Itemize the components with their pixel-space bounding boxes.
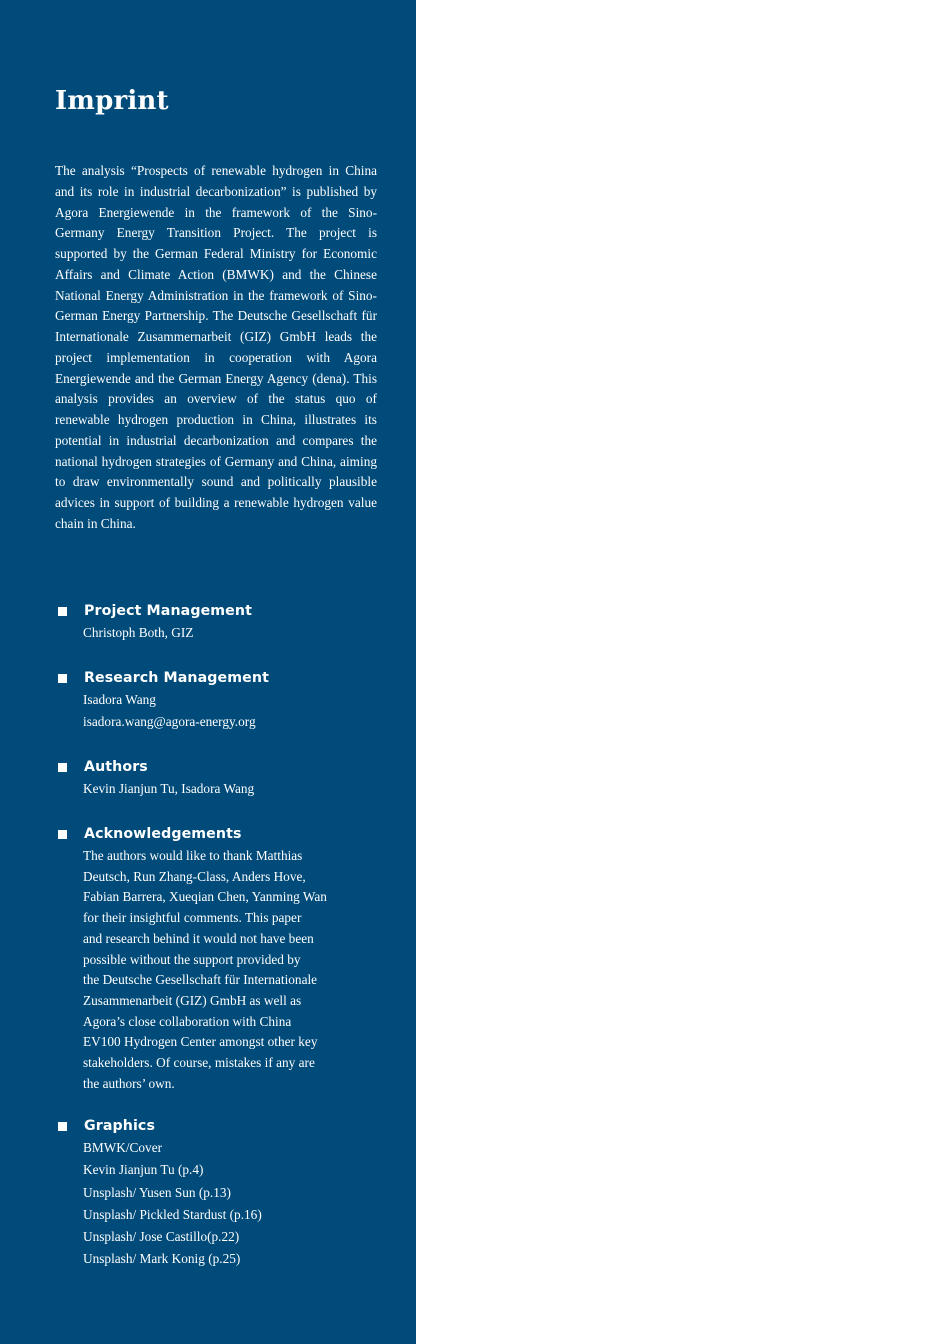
research-management-section (55, 667, 385, 734)
section-body (55, 778, 385, 800)
section-heading: Project Management (84, 603, 252, 619)
section-body (55, 689, 385, 734)
text-line: Fabian Barrera, Xueqian Chen, Yanming Wan (83, 889, 327, 905)
list-item: Isadora Wang (83, 692, 156, 707)
acknowledgements-text (55, 846, 373, 1094)
text-line: The authors would like to thank Matthias (83, 848, 303, 863)
text-line: Zusammenarbeit (GIZ) GmbH as well as (83, 992, 302, 1008)
text-line: the authors’ own. (83, 1075, 175, 1091)
text-line: stakeholders. Of course, mistakes if any are (83, 1055, 315, 1071)
list-item: Unsplash/ Jose Castillo(p.22) (83, 1229, 240, 1245)
list-item: Unsplash/ Mark Konig (p.25) (83, 1251, 241, 1267)
text-line: possible without the support provided by (83, 951, 301, 967)
square-bullet-icon (58, 674, 67, 683)
section-body (55, 1137, 385, 1271)
square-bullet-icon (58, 763, 67, 772)
text-line: the Deutsche Gesellschaft für Internationale (83, 972, 318, 988)
section-header (55, 823, 385, 845)
section-heading: Acknowledgements (84, 826, 242, 842)
section-heading: Research Management (84, 670, 269, 686)
imprint-panel (0, 0, 416, 1344)
list-item: Unsplash/ Pickled Stardust (p.16) (83, 1206, 262, 1222)
list-item: Unsplash/ Yusen Sun (p.13) (83, 1184, 231, 1200)
text-line: Deutsch, Run Zhang-Class, Anders Hove, (83, 868, 306, 884)
section-heading: Authors (84, 759, 148, 775)
section-header (55, 667, 385, 689)
text-line: for their insightful comments. This paper (83, 910, 302, 926)
email-text: isadora.wang@agora-energy.org (83, 714, 256, 730)
square-bullet-icon (58, 607, 67, 616)
text-line: and research behind it would not have been (83, 930, 314, 946)
section-header (55, 756, 385, 778)
list-item: BMWK/Cover (83, 1140, 163, 1155)
text-line: EV100 Hydrogen Center amongst other key (83, 1034, 318, 1050)
page-title: Imprint (55, 86, 169, 116)
acknowledgements-section (55, 823, 385, 1094)
section-header (55, 600, 385, 622)
square-bullet-icon (58, 830, 67, 839)
intro-paragraph: The analysis “Prospects of renewable hydrogen in China and its role in industrial decarbonization” is published by Agora Energiewende in the framework of the Sino-Germany Energy Transition Project. The project is supported by the German Federal Ministry for Economic Affairs and Climate Action (BMWK) and the Chinese National Energy Administration in the framework of Sino-German Energy Partnership. The Deutsche Gesellschaft für Internationale Zusammernarbeit (GIZ) GmbH leads the project implementation in cooperation with Agora Energiewende and the German Energy Agency (dena). This analysis provides an overview of the status quo of renewable hydrogen production in China, illustrates its potential in industrial decarbonization and compares the national hydrogen strategies of Germany and China, aiming to draw environmentally sound and politically plausible advices in support of building a renewable hydrogen value chain in China. (55, 163, 377, 531)
section-heading: Graphics (84, 1118, 155, 1134)
text-line: Agora’s close collaboration with China (83, 1013, 292, 1029)
square-bullet-icon (58, 1122, 67, 1131)
list-item: Kevin Jianjun Tu (p.4) (83, 1162, 204, 1178)
graphics-section (55, 1115, 385, 1271)
section-header (55, 1115, 385, 1137)
authors-section (55, 756, 385, 800)
section-body (55, 622, 385, 644)
list-item: Christoph Both, GIZ (83, 625, 194, 640)
list-item: Kevin Jianjun Tu, Isadora Wang (83, 781, 255, 796)
project-management-section (55, 600, 385, 644)
